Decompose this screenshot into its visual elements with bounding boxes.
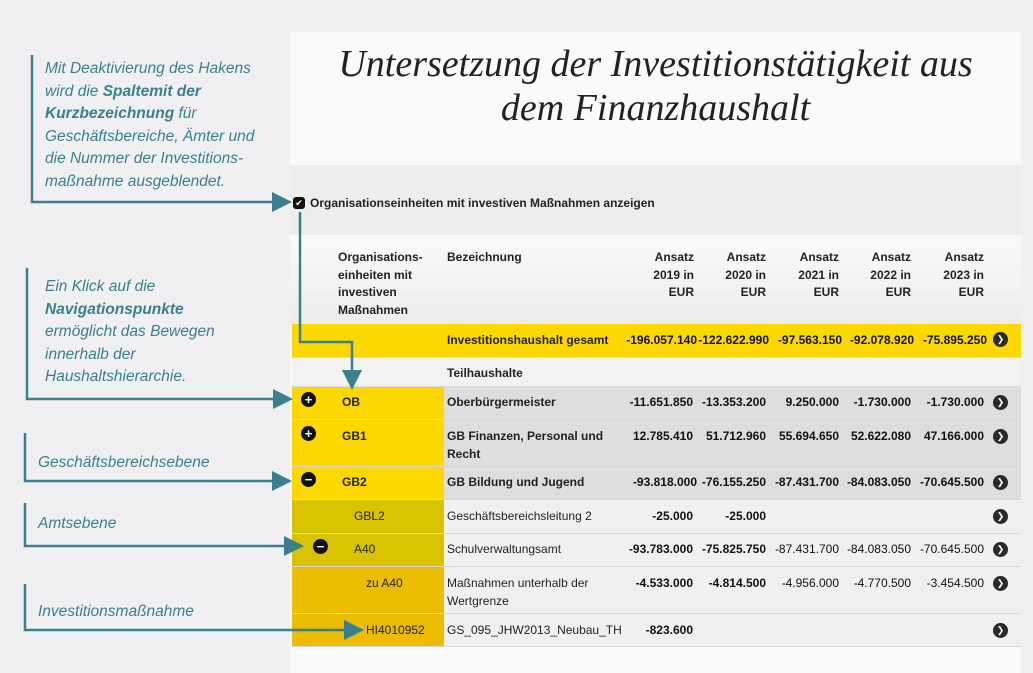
row-label-line: GB Finanzen, Personal und — [447, 429, 604, 443]
chevron-right-icon[interactable]: ❯ — [993, 623, 1008, 638]
header-text: Ansatz — [799, 250, 839, 264]
annotation-text: Haushaltshierarchie. — [45, 368, 187, 385]
value-2022: 52.622.080 — [850, 429, 911, 443]
annotation-text: Mit Deaktivierung des Hakens — [45, 60, 251, 77]
value-2020: 51.712.960 — [705, 429, 766, 443]
value-2019: -25.000 — [652, 509, 693, 523]
value-2021: -87.431.700 — [774, 475, 839, 489]
value-2022: -84.083.050 — [846, 475, 911, 489]
org-code: GBL2 — [354, 509, 385, 523]
value-2021: 55.694.650 — [778, 429, 839, 443]
header-text: Ansatz — [944, 250, 984, 264]
value-2023: -3.454.500 — [926, 576, 984, 590]
header-text: 2019 in — [653, 267, 694, 282]
org-code: A40 — [354, 542, 376, 556]
row-label: Geschäftsbereichsleitung 2 — [447, 509, 592, 523]
header-text: EUR — [885, 285, 911, 299]
value-2019: -4.533.000 — [635, 576, 693, 590]
chevron-right-icon[interactable]: ❯ — [993, 542, 1008, 557]
chevron-right-icon[interactable]: ❯ — [993, 509, 1008, 524]
row-label: Investitionshaushalt gesamt — [447, 333, 609, 347]
annotation-measure: Investitionsmaßnahme — [38, 603, 194, 620]
value-2020: -4.814.500 — [708, 576, 766, 590]
header-bezeichnung[interactable]: Bezeichnung — [447, 250, 522, 264]
header-text: EUR — [813, 285, 839, 299]
header-text: EUR — [958, 285, 984, 299]
checkbox-label[interactable]: Organisationseinheiten mit investiven Maßnahmen anzeigen — [310, 196, 655, 210]
org-code: GB1 — [342, 429, 367, 443]
section-label: Teilhaushalte — [447, 366, 523, 380]
annotation-amt-level: Amtsebene — [38, 515, 117, 532]
value-2019: -93.818.000 — [632, 475, 697, 489]
title-line: Untersetzung der Investitionstätigkeit aus — [338, 43, 973, 85]
row-label: Schulverwaltungsamt — [447, 542, 562, 556]
row-label-line: Recht — [447, 446, 481, 461]
value-2022: -84.083.050 — [846, 542, 911, 556]
chevron-right-icon[interactable]: ❯ — [993, 475, 1008, 490]
value-2019: 12.785.410 — [632, 429, 693, 443]
checkbox-show-org-units[interactable]: ✔ — [293, 197, 305, 209]
callout-line-navigation — [27, 268, 288, 399]
callout-line-amt-level — [25, 503, 299, 546]
value-2020: -13.353.200 — [701, 395, 766, 409]
annotation-text: Ein Klick auf die — [45, 278, 156, 295]
header-text: Ansatz — [871, 250, 911, 264]
value-2022: -4.770.500 — [853, 576, 911, 590]
value-2021: 9.250.000 — [785, 395, 839, 409]
value-2019: -11.651.850 — [629, 395, 693, 409]
value-2023: 47.166.000 — [923, 429, 984, 443]
value-2020: -75.825.750 — [701, 542, 766, 556]
header-text: 2022 in — [870, 267, 911, 282]
header-text: Ansatz — [726, 250, 766, 264]
header-text: investiven — [338, 285, 397, 299]
header-text: einheiten mit — [338, 267, 413, 282]
header-text: EUR — [740, 285, 766, 299]
value-2023: -75.895.250 — [922, 333, 987, 347]
value-2023: -1.730.000 — [926, 395, 984, 409]
value-2020: -25.000 — [725, 509, 766, 523]
org-code: HI4010952 — [366, 623, 425, 637]
value-2021: -97.563.150 — [777, 333, 842, 347]
value-2022: -92.078.920 — [849, 333, 914, 347]
row-label-line: Wertgrenze — [447, 593, 509, 608]
chevron-right-icon[interactable]: ❯ — [993, 332, 1008, 347]
header-text: 2023 in — [943, 267, 984, 282]
org-code: OB — [342, 395, 360, 409]
header-text: 2020 in — [725, 267, 766, 282]
value-2023: -70.645.500 — [919, 542, 984, 556]
annotation-text-bold: Navigationspunkte — [45, 300, 184, 318]
annotation-text: die Nummer der Investitions- — [45, 150, 244, 167]
annotation-text-bold: Spaltemit der — [102, 82, 201, 100]
value-2021: -87.431.700 — [774, 542, 839, 556]
chevron-right-icon[interactable]: ❯ — [993, 429, 1008, 444]
header-text: 2021 in — [798, 267, 839, 282]
callout-line-gb-level — [25, 433, 287, 481]
value-2020: -122.622.990 — [698, 333, 769, 347]
annotation-gb-level: Geschäftsbereichsebene — [38, 454, 210, 471]
callout-line-column — [300, 212, 352, 385]
annotation-text: ermöglicht das Bewegen — [45, 323, 215, 340]
value-2022: -1.730.000 — [853, 395, 911, 409]
chevron-right-icon[interactable]: ❯ — [993, 576, 1008, 591]
row-label: Oberbürgermeister — [447, 395, 556, 409]
value-2019: -196.057.140 — [626, 333, 697, 347]
title-line: dem Finanzhaushalt — [500, 87, 811, 129]
value-2019: -93.783.000 — [628, 542, 693, 556]
header-text: Maßnahmen — [338, 302, 409, 317]
annotation-text: maßnahme ausgeblendet. — [45, 172, 226, 190]
annotation-text-bold: Kurzbezeichnung — [45, 105, 175, 122]
header-text: Organisations- — [338, 250, 423, 264]
chevron-right-icon[interactable]: ❯ — [993, 395, 1008, 410]
callout-line-checkbox — [32, 55, 287, 202]
value-2019: -823.600 — [645, 623, 693, 637]
annotation-text: Geschäftsbereiche, Ämter und — [45, 127, 255, 145]
header-text: EUR — [668, 285, 694, 299]
expand-plus-icon[interactable]: + — [301, 392, 316, 407]
org-code: zu A40 — [366, 576, 403, 590]
row-label: GB Bildung und Jugend — [447, 475, 585, 489]
value-2020: -76.155.250 — [701, 475, 766, 489]
value-2023: -70.645.500 — [919, 475, 984, 489]
collapse-minus-icon[interactable]: − — [301, 472, 316, 487]
annotation-text: für — [174, 105, 197, 122]
row-label-line: Maßnahmen unterhalb der — [447, 576, 589, 590]
callout-line-measure — [25, 584, 359, 630]
annotation-text: wird die — [45, 82, 103, 100]
header-text: Ansatz — [654, 250, 694, 264]
expand-plus-icon[interactable]: + — [301, 426, 316, 441]
org-code: GB2 — [342, 475, 367, 489]
value-2021: -4.956.000 — [781, 576, 839, 590]
annotation-text: innerhalb der — [45, 345, 136, 363]
row-label: GS_095_JHW2013_Neubau_TH — [447, 623, 622, 637]
collapse-minus-icon[interactable]: − — [313, 539, 328, 554]
